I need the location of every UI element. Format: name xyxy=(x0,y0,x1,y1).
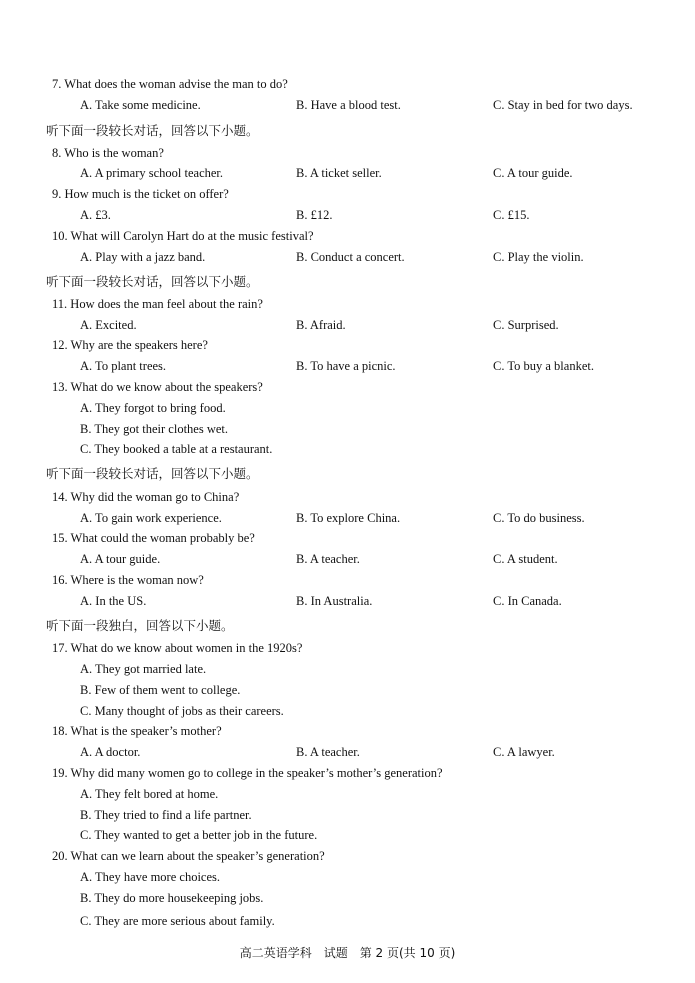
question-8-option-a: A. A primary school teacher. xyxy=(80,166,224,180)
question-17-option-b: B. Few of them went to college. xyxy=(80,683,241,697)
question-14-option-b: B. To explore China. xyxy=(296,511,401,525)
question-7-option-c: C. Stay in bed for two days. xyxy=(493,98,633,112)
question-13-option-b: B. They got their clothes wet. xyxy=(80,422,229,436)
question-7-option-a: A. Take some medicine. xyxy=(80,98,201,112)
question-14-stem: 14. Why did the woman go to China? xyxy=(52,490,240,504)
question-13-option-a: A. They forgot to bring food. xyxy=(80,401,226,415)
question-18-option-c: C. A lawyer. xyxy=(493,745,555,759)
section-instruction: 听下面一段较长对话，回答以下小题。 xyxy=(46,466,259,481)
question-8-stem: 8. Who is the woman? xyxy=(52,146,164,160)
question-9-option-c: C. £15. xyxy=(493,208,530,222)
question-15-option-a: A. A tour guide. xyxy=(80,552,161,566)
question-15-option-c: C. A student. xyxy=(493,552,558,566)
question-10-option-a: A. Play with a jazz band. xyxy=(80,250,206,264)
question-20-option-b: B. They do more housekeeping jobs. xyxy=(80,891,264,905)
question-11-option-c: C. Surprised. xyxy=(493,318,559,332)
question-20-option-c: C. They are more serious about family. xyxy=(80,914,275,928)
question-17-stem: 17. What do we know about women in the 1920s? xyxy=(52,641,303,655)
page-footer: 高二英语学科 试题 第 2 页(共 10 页) xyxy=(239,946,456,960)
section-instruction: 听下面一段独白，回答以下小题。 xyxy=(46,618,234,633)
question-14-option-a: A. To gain work experience. xyxy=(80,511,222,525)
question-12-option-c: C. To buy a blanket. xyxy=(493,359,594,373)
section-instruction: 听下面一段较长对话，回答以下小题。 xyxy=(46,123,259,138)
question-16-option-a: A. In the US. xyxy=(80,594,147,608)
question-7-option-b: B. Have a blood test. xyxy=(296,98,401,112)
question-10-option-c: C. Play the violin. xyxy=(493,250,584,264)
question-16-option-b: B. In Australia. xyxy=(296,594,373,608)
question-20-stem: 20. What can we learn about the speaker’s generation? xyxy=(52,849,325,863)
question-7-stem: 7. What does the woman advise the man to do? xyxy=(52,77,288,91)
question-9-option-b: B. £12. xyxy=(296,208,333,222)
question-15-option-b: B. A teacher. xyxy=(296,552,360,566)
question-19-option-b: B. They tried to find a life partner. xyxy=(80,808,252,822)
question-8-option-b: B. A ticket seller. xyxy=(296,166,382,180)
question-11-stem: 11. How does the man feel about the rain? xyxy=(52,297,263,311)
question-16-stem: 16. Where is the woman now? xyxy=(52,573,204,587)
question-19-stem: 19. Why did many women go to college in the speaker’s mother’s generation? xyxy=(52,766,443,780)
question-18-stem: 18. What is the speaker’s mother? xyxy=(52,724,222,738)
question-15-stem: 15. What could the woman probably be? xyxy=(52,531,255,545)
question-14-option-c: C. To do business. xyxy=(493,511,585,525)
section-instruction: 听下面一段较长对话，回答以下小题。 xyxy=(46,274,259,289)
question-12-option-b: B. To have a picnic. xyxy=(296,359,396,373)
question-19-option-c: C. They wanted to get a better job in the future. xyxy=(80,828,318,842)
question-9-option-a: A. £3. xyxy=(80,208,111,222)
question-10-option-b: B. Conduct a concert. xyxy=(296,250,405,264)
question-20-option-a: A. They have more choices. xyxy=(80,870,220,884)
question-17-option-a: A. They got married late. xyxy=(80,662,207,676)
question-13-stem: 13. What do we know about the speakers? xyxy=(52,380,263,394)
question-12-option-a: A. To plant trees. xyxy=(80,359,167,373)
question-19-option-a: A. They felt bored at home. xyxy=(80,787,219,801)
question-12-stem: 12. Why are the speakers here? xyxy=(52,338,208,352)
question-18-option-a: A. A doctor. xyxy=(80,745,141,759)
question-17-option-c: C. Many thought of jobs as their careers. xyxy=(80,704,284,718)
question-16-option-c: C. In Canada. xyxy=(493,594,562,608)
question-13-option-c: C. They booked a table at a restaurant. xyxy=(80,442,273,456)
question-8-option-c: C. A tour guide. xyxy=(493,166,573,180)
question-18-option-b: B. A teacher. xyxy=(296,745,360,759)
question-11-option-a: A. Excited. xyxy=(80,318,137,332)
question-11-option-b: B. Afraid. xyxy=(296,318,346,332)
question-10-stem: 10. What will Carolyn Hart do at the music festival? xyxy=(52,229,314,243)
question-9-stem: 9. How much is the ticket on offer? xyxy=(52,187,229,201)
